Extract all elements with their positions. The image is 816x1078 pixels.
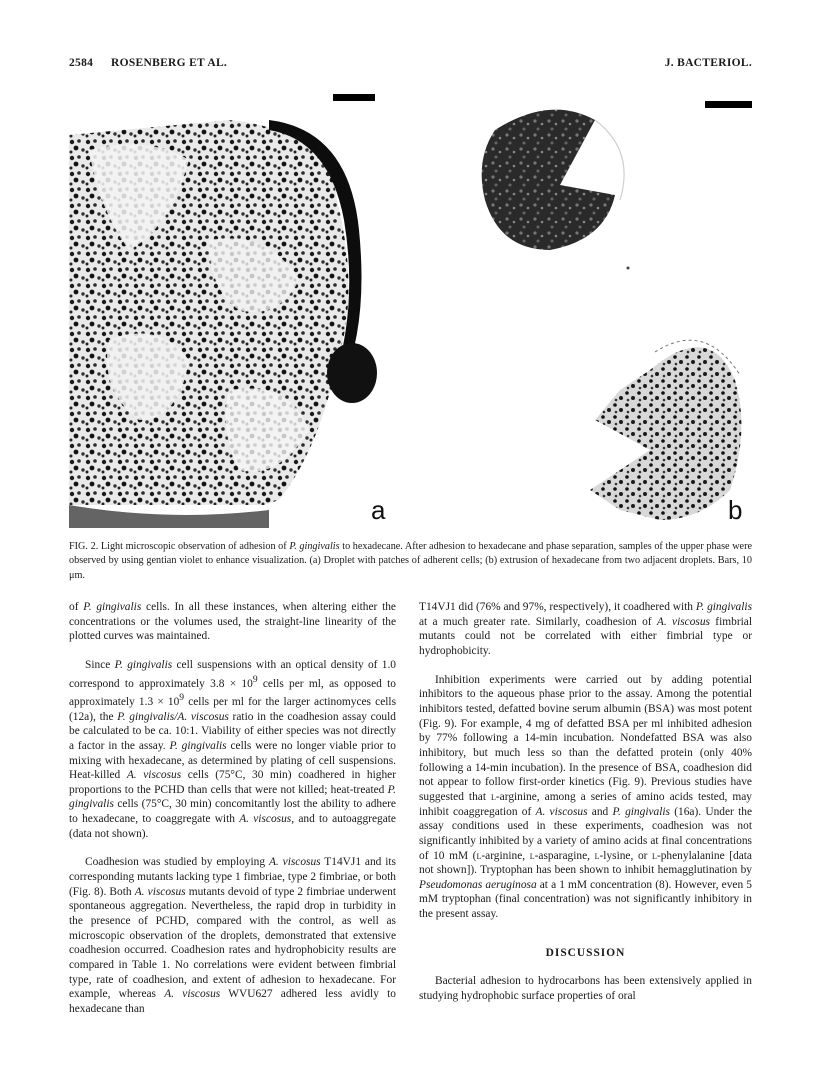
figure-2: [69, 90, 752, 528]
paragraph: Coadhesion was studied by employing A. viscosus T14VJ1 and its corresponding mutants lacking type 1 fimbriae, type 2 fimbriae, or both (Fig. 8). Both A. viscosus mutants devoid of type 2 fimbriae underwent spontaneous aggregation. Nevertheless, the rapid drop in turbidity in the presence of PCHD, compared with the control, as well as microscopic observation of the droplets, demonstrated that extensive coadhesion occurred. Coadhesion rates and hydrophobicity results are compared in Table 1. No correlations were evident between fimbrial type, rate of coadhesion, and extent of adhesion to hexadecane. For example, whereas A. viscosus WVU627 adhered less avidly to hexadecane than: [69, 856, 396, 1015]
figure-caption: [69, 540, 752, 583]
panel-label-b: b: [728, 495, 743, 525]
section-heading-discussion: DISCUSSION: [545, 946, 626, 959]
paragraph: T14VJ1 did (76% and 97%, respectively), it coadhered with P. gingivalis at a much greater rate. Similarly, coadhesion of A. viscosus fimbrial mutants could not be correlated with either fimbrial type or hydrophobicity.: [419, 601, 752, 657]
paragraph: Since P. gingivalis cell suspensions with an optical density of 1.0 correspond to approximately $3.8 \times 10^9$ cells per ml, as opposed to approximately $1.3 \times 10^9$ cells per ml for the larger actinomyces cells (12a), the P. gingivalis/A. viscosus ratio in the coadhesion assay could be calculated to be ca. 10:1. Viability of either species was not directly a factor in the assay. P. gingivalis cells were no longer viable prior to mixing with hexadecane, as determined by plating of cell suspensions. Heat-killed A. viscosus cells (75°C, 30 min) coadhered in higher proportions to the PCHD than cells that were not killed; heat-treated P. gingivalis cells (75°C, 30 min) concomitantly lost the ability to adhere to hexadecane, to coaggregate with A. viscosus, and to autoaggregate (data not shown).: [69, 658, 397, 840]
caption-label: FIG. 2.: [69, 541, 99, 552]
page-number: 2584: [69, 57, 94, 69]
caption-text: Light microscopic observation of adhesion of: [98, 541, 290, 552]
caption-species: P. gingivalis: [289, 541, 340, 552]
running-header: [69, 57, 752, 75]
right-column: [419, 600, 752, 1004]
micrograph-a-image: [69, 90, 420, 528]
journal-name: J. BACTERIOL.: [664, 57, 752, 69]
micrograph-b-image: [420, 90, 752, 528]
running-authors: ROSENBERG ET AL.: [111, 57, 228, 69]
left-column: [69, 600, 396, 1017]
micrograph-panel-b: [420, 90, 752, 528]
paragraph: of P. gingivalis cells. In all these instances, when altering either the concentrations or the volumes used, the straight-line linearity of the plotted curves was maintained.: [69, 601, 396, 643]
paragraph: Inhibition experiments were carried out by adding potential inhibitors to the aqueous phase prior to the assay. Among the potential inhibitors tested, defatted bovine serum albumin (BSA) was most potent (Fig. 9). For example, 4 mg of defatted BSA per ml inhibited adhesion by 77% following a 14-min incubation. Nondefatted BSA was also inhibitory, but much less so than the defatted protein (only 40% following a 14-min incubation). In the presence of BSA, coadhesion did not appear to follow first-order kinetics (Fig. 9). Previous studies have suggested that l-arginine, among a series of amino acids tested, may inhibit coaggregation of A. viscosus and P. gingivalis (16a). Under the assay conditions used in these experiments, coadhesion was not significantly inhibited by a variety of amino acids at final concentrations of 10 mM (l-arginine, l-asparagine, l-lysine, or l-phenylalanine [data not shown]). Tryptophan has been shown to inhibit hemagglutination by Pseudomonas aeruginosa at a 1 mM concentration (8). However, even 5 mM tryptophan (final concentration) was not significantly inhibitory in the present assay.: [419, 673, 752, 921]
paragraph: Bacterial adhesion to hydrocarbons has been extensively applied in studying hydrophobic surface properties of oral: [419, 975, 752, 1003]
caption-text: to hexadecane. After adhesion to hexadecane and phase separation, samples of the upper phase were observed by using gentian violet to enhance visualization. (a) Droplet with patches of adherent cells; (b) extrusion of hexadecane from two adjacent droplets. Bars, 10 μm.: [69, 541, 752, 581]
panel-label-a: a: [371, 495, 386, 525]
micrograph-panel-a: [69, 90, 420, 528]
